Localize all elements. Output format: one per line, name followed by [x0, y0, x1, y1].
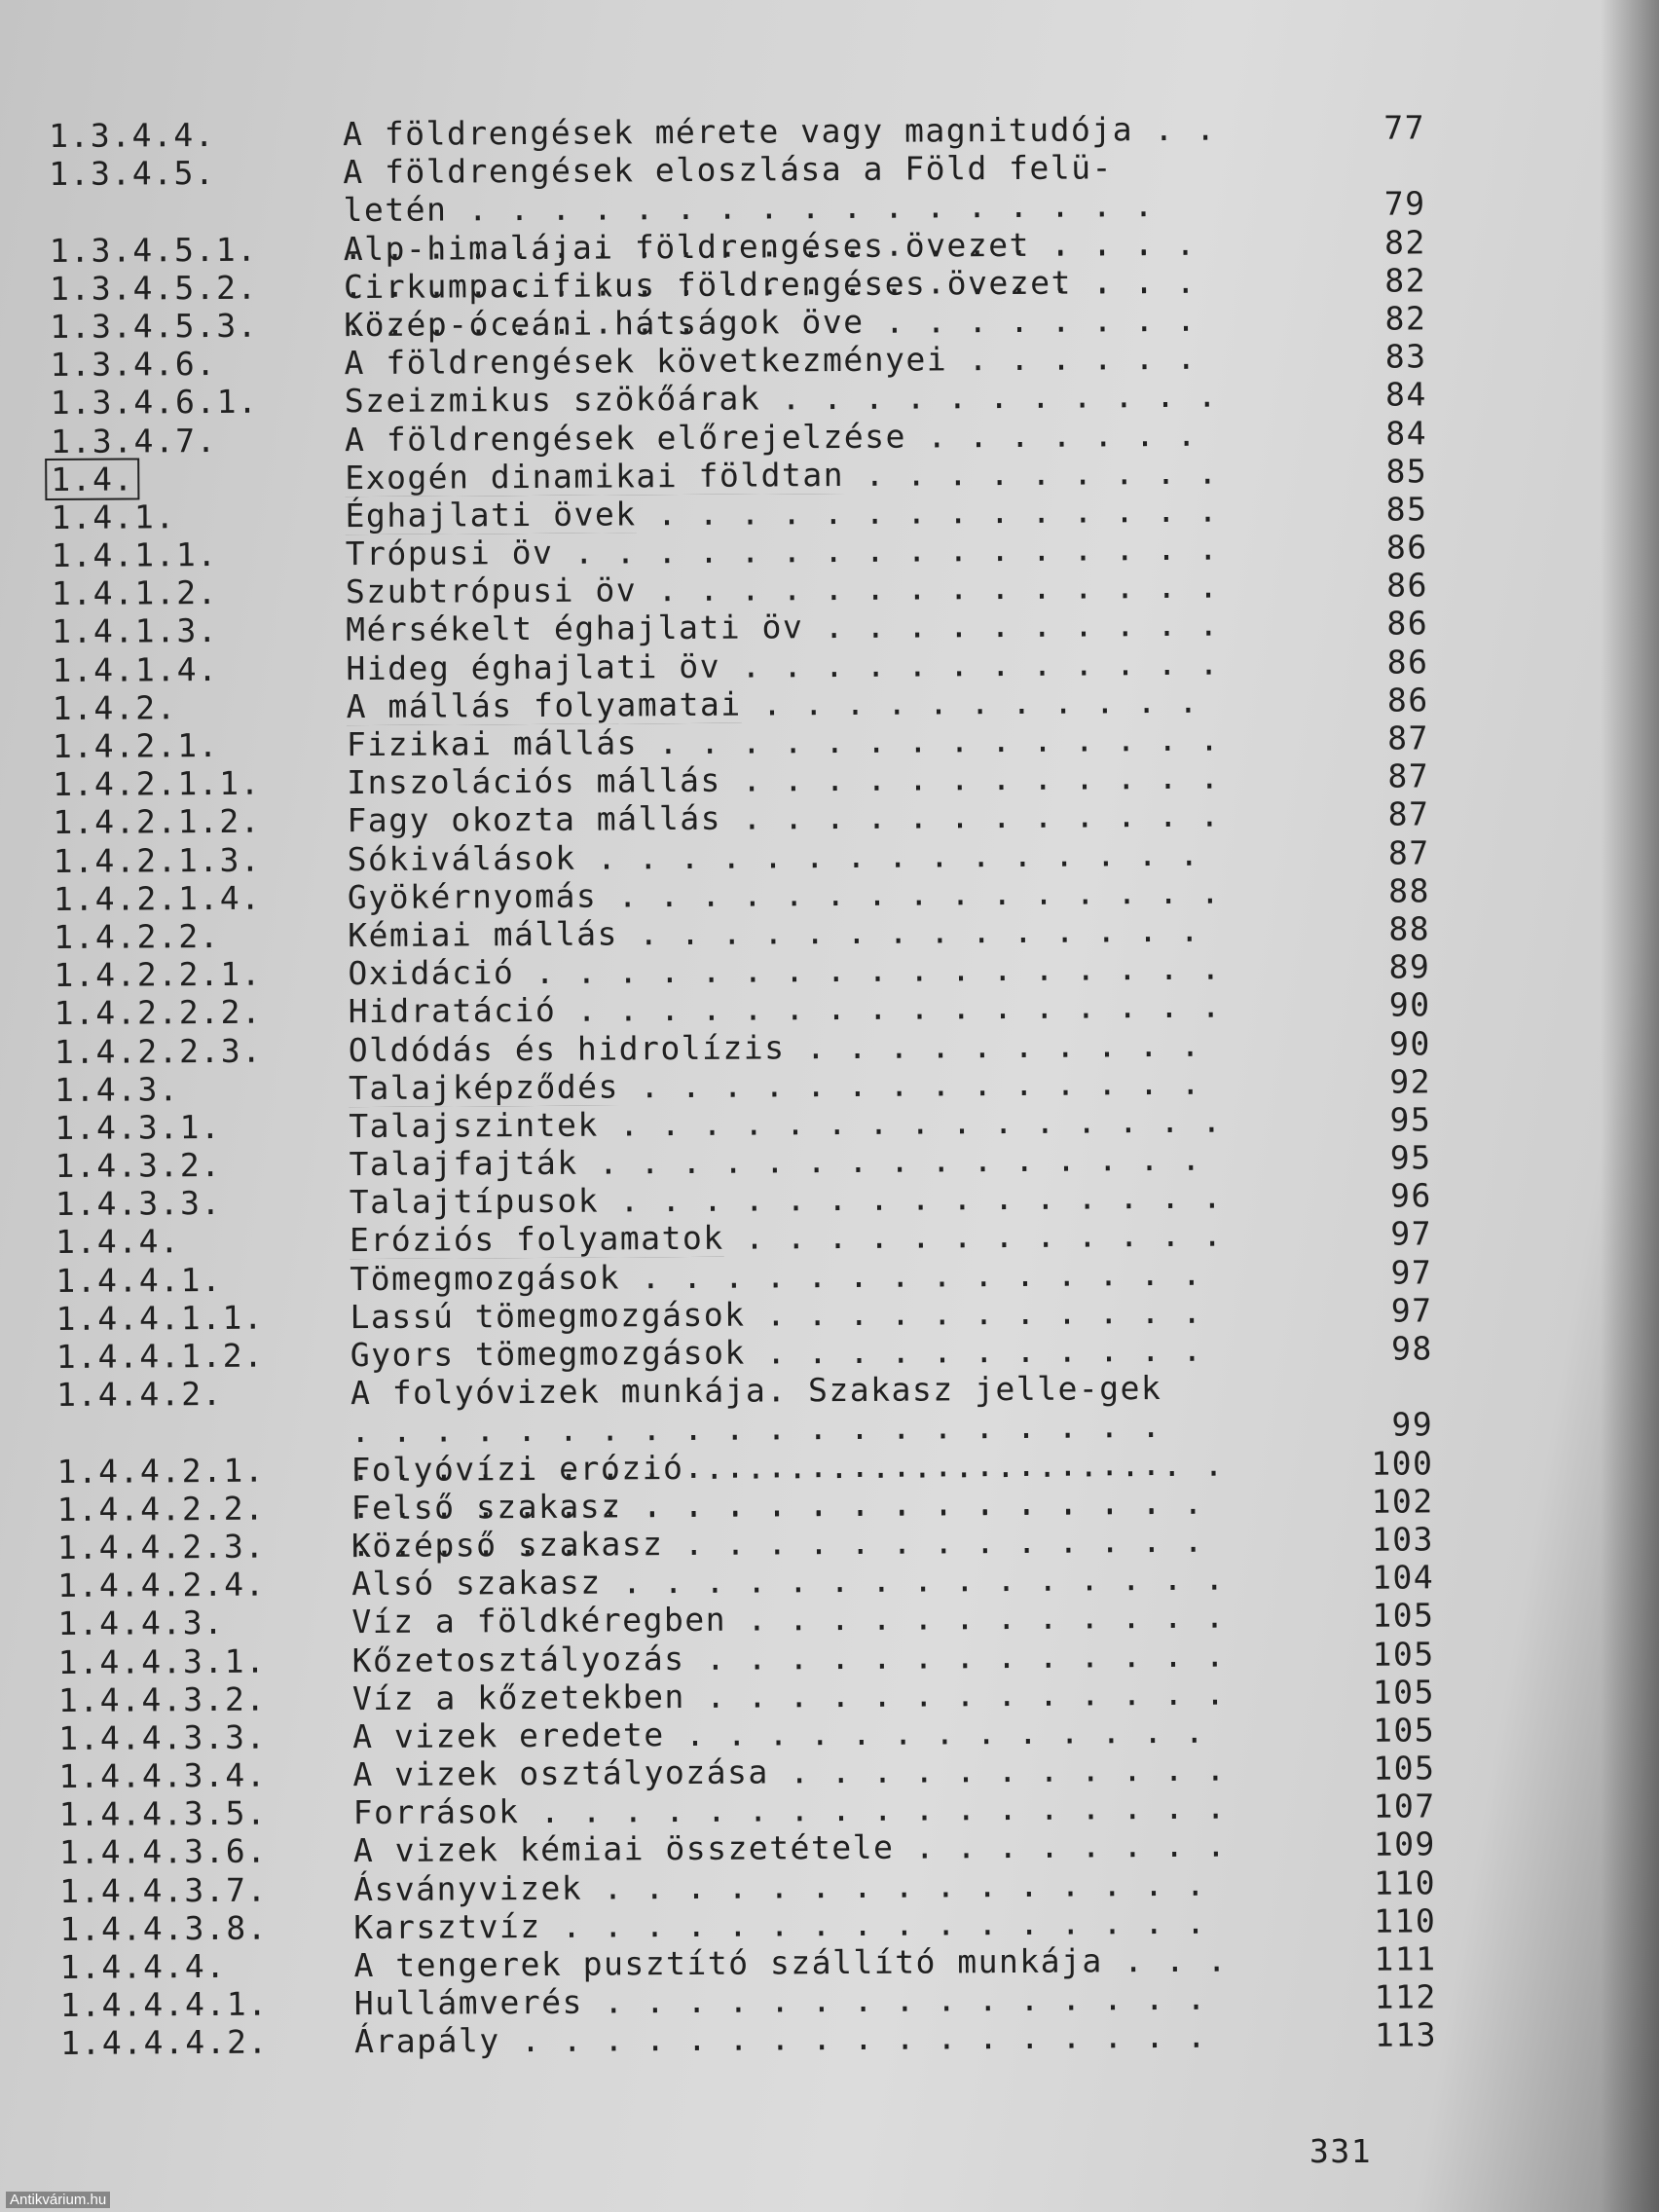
- toc-entry-title: [353, 1941, 1225, 1984]
- toc-entry-title: [353, 1864, 1225, 1907]
- toc-entry-number-text: 1.4.2.2.1.: [54, 954, 263, 995]
- leader-dots: [1103, 1941, 1226, 1980]
- toc-entry-number: [52, 650, 218, 689]
- leader-dots: [541, 1902, 1226, 1944]
- toc-entry-page: 109: [1373, 1825, 1436, 1864]
- toc-entry-number: [55, 1070, 179, 1109]
- toc-entry-number: [59, 1832, 268, 1871]
- toc-entry-number-text: 1.3.4.6.1.: [50, 383, 259, 423]
- toc-entry-page: 97: [1390, 1291, 1433, 1330]
- toc-entry-title-text: Karsztvíz: [353, 1906, 541, 1946]
- toc-entry-title-text: Árapály: [353, 2021, 500, 2061]
- toc-entry-title-text: Szubtrópusi öv: [345, 571, 638, 611]
- toc-entry-number: [56, 1451, 265, 1490]
- toc-entry-number: [59, 1870, 268, 1909]
- toc-entry-number: [54, 955, 262, 994]
- toc-entry-title-text: Víz a kőzetekben: [351, 1677, 685, 1717]
- toc-entry-title: [345, 377, 1216, 420]
- toc-entry-title: [349, 1025, 1220, 1068]
- toc-entry-page: 85: [1385, 452, 1428, 491]
- watermark: Antikvárium.hu: [6, 2192, 110, 2208]
- toc-entry-number: [55, 1223, 180, 1262]
- toc-entry-number: [49, 154, 215, 193]
- leader-dots: [906, 415, 1216, 455]
- toc-entry-title: [353, 1902, 1225, 1945]
- toc-entry-title: [350, 1254, 1221, 1297]
- toc-entry-title-text: Talajképződés: [348, 1067, 619, 1107]
- leader-dots: [576, 834, 1219, 876]
- toc-entry-number: [59, 1794, 268, 1833]
- toc-entry-number-text: 1.4.3.: [54, 1069, 180, 1109]
- toc-entry-number-text: 1.4.: [45, 458, 140, 500]
- toc-entry-number: [57, 1604, 224, 1642]
- toc-entry-title: [344, 339, 1215, 382]
- toc-entry-title-text: A vizek osztályozása: [352, 1752, 769, 1794]
- toc-entry-number-text: 1.4.4.3.3.: [58, 1717, 267, 1757]
- toc-entry-number-text: 1.4.4.2.2.: [56, 1489, 266, 1529]
- toc-entry-number-text: 1.4.1.3.: [52, 611, 219, 651]
- leader-dots: [726, 1598, 1224, 1639]
- toc-entry-page: 87: [1387, 794, 1430, 834]
- toc-entry-number-text: 1.3.4.5.2.: [49, 268, 258, 308]
- toc-entry-number-text: 1.4.4.3.1.: [57, 1641, 267, 1681]
- toc-entry-title-text: Hullámverés: [353, 1982, 584, 2023]
- toc-entry-title-text: Gyors tömegmozgások: [350, 1333, 746, 1375]
- toc-entry-title-text: Kőzetosztályozás: [351, 1639, 685, 1679]
- leader-dots: [1030, 224, 1215, 263]
- toc-entry-title-text: Oldódás és hidrolízis: [348, 1027, 786, 1069]
- toc-entry-page: 110: [1373, 1862, 1437, 1902]
- toc-entry-title: [346, 530, 1217, 572]
- toc-entry-title-text: Szeizmikus szökőárak: [344, 379, 761, 421]
- toc-entry-number-text: 1.4.4.4.: [59, 1946, 227, 1986]
- toc-entry-number-text: 1.4.2.2.3.: [54, 1031, 263, 1071]
- leader-dots: [553, 530, 1217, 571]
- toc-entry-title-text: Ásványvizek: [353, 1868, 583, 1908]
- leader-dots: [721, 796, 1219, 837]
- toc-entry-number: [60, 2023, 269, 2062]
- toc-entry-number-text: 1.4.4.1.: [55, 1260, 223, 1300]
- leader-dots: [637, 492, 1217, 534]
- toc-entry-number: [58, 1718, 267, 1757]
- toc-entry-number-text: 1.4.4.2.3.: [56, 1527, 266, 1567]
- leader-dots: [599, 1102, 1221, 1144]
- toc-entry-page: 77: [1383, 108, 1426, 147]
- toc-entry-title-text: A vizek eredete: [352, 1715, 665, 1756]
- toc-entry-page: 88: [1388, 909, 1431, 948]
- toc-entry-number-text: 1.4.4.1.1.: [55, 1298, 265, 1338]
- toc-entry-title-text: Kémiai mállás: [348, 914, 619, 955]
- toc-entry-title-text: Lassú tömegmozgások: [350, 1295, 746, 1336]
- toc-entry-number-text: 1.4.1.: [51, 498, 176, 536]
- toc-entry-page: 82: [1384, 299, 1427, 338]
- toc-entry-title-text: Felső szakasz: [350, 1487, 622, 1527]
- toc-entry-number: [51, 383, 259, 422]
- toc-entry-number-text: 1.4.3.2.: [55, 1146, 222, 1186]
- toc-entry-page: 96: [1389, 1176, 1432, 1215]
- toc-entry-number: [54, 840, 262, 879]
- toc-entry-number: [54, 878, 262, 917]
- toc-entry-title-text: Gyökérnyomás: [347, 876, 598, 916]
- toc-entry-title: [349, 1140, 1220, 1183]
- toc-entry-title: [350, 1331, 1222, 1374]
- toc-entry-title: [347, 796, 1218, 839]
- toc-entry-title: [344, 301, 1215, 344]
- toc-entry-page: 113: [1374, 2015, 1438, 2055]
- leader-dots: [637, 568, 1217, 609]
- toc-entry-title: [347, 720, 1218, 763]
- leader-dots: [746, 1331, 1222, 1372]
- table-of-contents: [49, 108, 1438, 2063]
- toc-entry-title-text: Folyóvízi erózió: [350, 1448, 684, 1489]
- toc-entry-title-text: Fagy okozta mállás: [347, 799, 722, 840]
- toc-entry-title: [351, 1560, 1223, 1603]
- toc-entry-number-text: 1.4.2.2.2.: [54, 993, 263, 1033]
- toc-entry-number-text: 1.4.4.2.4.: [57, 1565, 267, 1605]
- leader-dots: [665, 1713, 1225, 1754]
- toc-entry-number-text: 1.4.2.1.2.: [53, 802, 262, 842]
- toc-entry-title-text: A folyóvizek munkája. Szakasz jelle-gek: [350, 1369, 1162, 1413]
- toc-entry-title-text: A földrengések előrejelzése: [344, 417, 907, 459]
- toc-entry-page: 95: [1389, 1138, 1432, 1177]
- leader-dots: [685, 1674, 1224, 1714]
- toc-entry-title-text: Alsó szakasz: [351, 1563, 602, 1604]
- toc-entry-title: [348, 949, 1219, 992]
- toc-entry-page: 82: [1383, 222, 1426, 262]
- toc-entry-page: 97: [1390, 1252, 1433, 1292]
- toc-entry-title: [346, 606, 1217, 648]
- toc-entry-title-text: Exogén dinamikai földtan: [345, 455, 845, 497]
- leader-dots: [519, 1788, 1224, 1830]
- toc-entry-page: 105: [1372, 1673, 1436, 1712]
- toc-entry-number: [51, 421, 217, 460]
- toc-entry-number: [54, 917, 220, 956]
- toc-entry-title-text: A tengerek pusztító szállító munkája: [353, 1941, 1103, 1985]
- toc-entry-title: [345, 453, 1216, 496]
- leader-dots: [785, 1025, 1219, 1066]
- leader-dots: [618, 911, 1219, 953]
- toc-entry-number: [58, 1756, 267, 1795]
- toc-entry-page: 87: [1387, 756, 1430, 795]
- toc-entry-page: 102: [1371, 1482, 1434, 1521]
- toc-entry-page: 87: [1387, 719, 1430, 757]
- toc-entry-number-text: 1.4.4.3.4.: [58, 1755, 268, 1796]
- leader-dots: [683, 1445, 1222, 1486]
- toc-entry-title: [350, 1216, 1221, 1259]
- toc-entry-title: [350, 1292, 1221, 1335]
- toc-entry-page: 88: [1388, 871, 1430, 910]
- toc-entry-page: 103: [1371, 1520, 1435, 1559]
- leader-dots: [844, 453, 1216, 493]
- toc-entry: [55, 1368, 1434, 1453]
- toc-entry-number: [53, 802, 261, 841]
- toc-entry-title-text: Oxidáció: [348, 953, 515, 993]
- toc-entry-title-text: Hideg éghajlati öv: [346, 646, 721, 687]
- leader-dots: [720, 644, 1218, 684]
- toc-entry-title: [350, 1445, 1222, 1488]
- leader-dots: [619, 1063, 1220, 1105]
- leader-dots: [514, 949, 1219, 991]
- toc-entry-page: 107: [1373, 1787, 1436, 1826]
- toc-entry-number-text: 1.3.4.5.1.: [49, 230, 258, 270]
- toc-entry-page: 110: [1374, 1901, 1437, 1940]
- toc-entry-page: 98: [1390, 1329, 1433, 1368]
- leader-dots: [599, 1178, 1221, 1220]
- toc-entry-title-text: Talajfajták: [349, 1143, 578, 1184]
- toc-entry-number: [51, 460, 140, 498]
- toc-entry-title: [346, 568, 1217, 610]
- toc-entry-title: [348, 911, 1219, 954]
- toc-entry-title: [344, 262, 1215, 305]
- toc-entry-number-text: 1.4.2.2.: [54, 916, 221, 956]
- toc-entry-page: 86: [1386, 681, 1429, 719]
- toc-entry-number-text: 1.4.2.1.: [52, 725, 220, 766]
- leader-dots: [947, 339, 1216, 379]
- toc-entry-number: [50, 307, 258, 346]
- toc-entry-title: [352, 1713, 1224, 1755]
- toc-entry-title: [352, 1751, 1224, 1793]
- toc-entry-number-text: 1.3.4.6.: [50, 345, 217, 385]
- toc-entry-page: 83: [1384, 337, 1427, 376]
- toc-entry-title-text: Középső szakasz: [350, 1525, 664, 1566]
- leader-dots: [621, 1483, 1222, 1525]
- toc-entry-page: 111: [1374, 1939, 1437, 1978]
- toc-entry-number-text: 1.4.2.: [52, 688, 178, 727]
- toc-entry-page: 105: [1372, 1596, 1435, 1636]
- toc-entry-page: 99: [1391, 1405, 1434, 1444]
- toc-entry-page: 90: [1388, 985, 1431, 1024]
- leader-dots: [583, 1979, 1226, 2021]
- page-number: 331: [1309, 2132, 1373, 2170]
- toc-entry-title-text: Eróziós folyamatok: [349, 1219, 724, 1260]
- toc-entry-number-text: 1.4.4.3.: [57, 1604, 225, 1643]
- toc-entry-number: [50, 345, 216, 384]
- leader-dots: [803, 606, 1217, 646]
- toc-entry-number-text: 1.3.4.7.: [50, 421, 218, 461]
- toc-entry-title-text: A vizek kémiai összetétele: [352, 1828, 895, 1870]
- toc-entry-number-text: 1.3.4.4.: [49, 115, 216, 155]
- toc-entry-number: [59, 1909, 268, 1948]
- toc-entry-page: 90: [1388, 1023, 1431, 1063]
- leader-dots: [597, 872, 1219, 914]
- toc-entry-page: 86: [1386, 604, 1429, 644]
- toc-entry-page: 85: [1385, 490, 1428, 529]
- toc-entry-title: [354, 1979, 1226, 2022]
- toc-entry-number: [49, 116, 215, 155]
- toc-entry-title: [349, 1102, 1220, 1145]
- toc-entry-title: [348, 872, 1219, 915]
- toc-entry-title-text: Talajtípusok: [349, 1181, 600, 1222]
- toc-entry-number-text: 1.4.2.1.4.: [53, 878, 262, 918]
- toc-entry-title-text: A mállás folyamatai: [346, 684, 742, 725]
- toc-entry-page: 84: [1384, 375, 1427, 414]
- leader-dots: [578, 1140, 1221, 1182]
- leader-dots: [602, 1560, 1224, 1602]
- toc-entry-title-text: Mérsékelt éghajlati öv: [346, 608, 804, 649]
- toc-entry-page: 95: [1389, 1100, 1432, 1139]
- toc-entry-title: [354, 2017, 1226, 2060]
- toc-entry-title-text: Sókiválások: [347, 838, 576, 878]
- toc-entry-number-text: 1.3.4.5.3.: [50, 306, 259, 346]
- toc-entry-title: [351, 1522, 1223, 1565]
- toc-entry-page: 86: [1386, 566, 1429, 605]
- leader-dots: [760, 377, 1216, 418]
- toc-entry-number-text: 1.4.4.3.8.: [59, 1908, 269, 1948]
- toc-entry-number-text: 1.4.4.: [55, 1222, 181, 1262]
- toc-entry-number-text: 1.4.3.3.: [55, 1184, 222, 1224]
- toc-entry-number: [55, 1299, 264, 1338]
- toc-entry-number: [52, 535, 218, 574]
- toc-entry-number: [55, 1146, 221, 1185]
- toc-entry-title: [351, 1483, 1223, 1526]
- leader-dots: [745, 1292, 1221, 1333]
- toc-entry-number: [57, 1489, 266, 1528]
- toc-entry-number-text: 1.4.1.2.: [51, 573, 219, 613]
- leader-dots: [1133, 110, 1214, 149]
- toc-entry-page: 87: [1387, 832, 1430, 872]
- toc-entry-number-text: 1.4.1.1.: [51, 535, 218, 575]
- toc-entry-number-text: 1.4.4.2.1.: [56, 1451, 266, 1491]
- leader-dots: [684, 1636, 1223, 1677]
- toc-entry-number: [52, 573, 218, 612]
- toc-entry-title-text: A földrengések következményei: [344, 340, 948, 383]
- leader-dots: [556, 987, 1220, 1029]
- toc-entry-number: [52, 611, 218, 650]
- toc-entry-number: [56, 1337, 265, 1376]
- toc-entry: [49, 147, 1426, 232]
- toc-entry-number-text: 1.4.1.4.: [52, 649, 219, 689]
- toc-entry-number-text: 1.4.4.3.5.: [58, 1793, 268, 1834]
- toc-entry-page: 105: [1372, 1634, 1435, 1674]
- toc-entry-title: [346, 644, 1217, 686]
- toc-entry-title-text: Alp-himalájai földrengéses övezet: [343, 225, 1031, 268]
- toc-entry-title: [352, 1674, 1224, 1716]
- toc-entry-number: [57, 1528, 266, 1567]
- toc-entry-title: [347, 758, 1218, 801]
- toc-entry-title: [351, 1598, 1223, 1641]
- toc-entry-title-text: Közép-óceáni hátságok öve: [344, 302, 865, 345]
- leader-dots: [724, 1216, 1222, 1257]
- toc-entry-number: [55, 1031, 263, 1070]
- toc-entry-number: [55, 993, 263, 1032]
- toc-entry-number: [53, 726, 219, 765]
- toc-entry-number-text: 1.4.4.2.: [55, 1375, 224, 1415]
- toc-entry-number-text: 1.4.4.4.2.: [59, 2023, 269, 2063]
- toc-entry-number: [51, 498, 175, 536]
- toc-entry-page: 84: [1385, 413, 1428, 453]
- leader-dots: [663, 1522, 1223, 1564]
- toc-entry-page: 112: [1374, 1977, 1437, 2016]
- toc-entry-title: [350, 1178, 1221, 1221]
- toc-entry-page: 105: [1373, 1749, 1436, 1788]
- toc-entry-title: [352, 1636, 1224, 1678]
- toc-entry-page: 105: [1372, 1711, 1436, 1750]
- toc-entry-page: 89: [1388, 947, 1431, 986]
- toc-entry-title-text: A földrengések eloszlása a Föld felü-letén: [343, 148, 1114, 230]
- toc-entry-title-text: A földrengések mérete vagy magnitudója: [342, 110, 1134, 154]
- toc-entry-number-text: 1.4.4.3.7.: [59, 1870, 268, 1910]
- toc-entry-number: [50, 230, 258, 269]
- toc-entry-number: [56, 1375, 223, 1414]
- toc-entry-number: [55, 1261, 222, 1300]
- toc-entry-number-text: 1.4.3.1.: [55, 1107, 222, 1147]
- leader-dots: [638, 720, 1218, 762]
- leader-dots: [769, 1751, 1225, 1791]
- toc-entry-number-text: 1.4.2.1.3.: [53, 840, 262, 880]
- leader-dots: [864, 301, 1215, 341]
- leader-dots: [742, 682, 1218, 723]
- toc-entry-number: [60, 1985, 269, 2024]
- toc-entry-number: [50, 268, 258, 307]
- toc-entry-title: [344, 224, 1215, 267]
- toc-entry-number: [58, 1641, 267, 1680]
- toc-entry-title-text: Trópusi öv: [345, 533, 554, 573]
- leader-dots: [1072, 262, 1215, 301]
- toc-entry-title-text: Cirkumpacifikus földrengéses övezet: [343, 263, 1073, 306]
- toc-entry-number-text: 1.4.2.1.1.: [53, 763, 261, 804]
- toc-entry-title-text: Források: [352, 1792, 520, 1832]
- toc-entry-page: 100: [1371, 1443, 1434, 1483]
- toc-entry-page: 92: [1389, 1062, 1432, 1101]
- toc-entry-title-text: Fizikai mállás: [346, 723, 639, 764]
- toc-entry-number: [58, 1679, 267, 1718]
- toc-entry-number: [53, 764, 261, 803]
- toc-entry-number-text: 1.4.4.3.2.: [57, 1679, 267, 1719]
- toc-entry-number: [55, 1184, 222, 1223]
- leader-dots: [721, 758, 1219, 799]
- toc-entry-page: 82: [1384, 261, 1427, 300]
- toc-entry-title: [343, 110, 1214, 153]
- toc-entry-title: [353, 1788, 1225, 1831]
- leader-dots: [582, 1864, 1225, 1906]
- toc-entry-number: [57, 1566, 266, 1604]
- leader-dots: [894, 1826, 1225, 1866]
- toc-entry-number-text: 1.4.4.4.1.: [59, 1984, 269, 2025]
- toc-entry-number: [53, 688, 177, 727]
- toc-entry-title: [349, 1063, 1220, 1106]
- toc-entry-title: [349, 987, 1220, 1030]
- toc-entry-title-text: Éghajlati övek: [345, 495, 637, 535]
- toc-entry-page: 86: [1385, 528, 1428, 567]
- toc-entry-title: [348, 834, 1219, 877]
- toc-entry-title-text: Inszolációs mállás: [347, 760, 721, 802]
- toc-entry-title: [353, 1826, 1225, 1869]
- toc-entry-page: 79: [1383, 184, 1426, 223]
- toc-entry-title-text: Tömegmozgások: [350, 1258, 621, 1298]
- toc-entry-page: 97: [1390, 1214, 1433, 1254]
- toc-entry-title: [345, 492, 1216, 535]
- toc-entry: [59, 2015, 1438, 2063]
- toc-entry-title: [347, 682, 1218, 725]
- toc-entry-title-text: Talajszintek: [349, 1105, 599, 1146]
- toc-entry-number-text: 1.4.4.3.6.: [58, 1832, 268, 1872]
- toc-entry-number: [55, 1108, 221, 1147]
- toc-entry-title: [345, 415, 1216, 458]
- toc-entry-number: [59, 1947, 226, 1986]
- toc-entry-title-text: Hidratáció: [348, 991, 557, 1031]
- leader-dots: [500, 2017, 1227, 2060]
- toc-entry-number-text: 1.4.4.1.2.: [55, 1336, 265, 1376]
- toc-entry-title-text: Víz a földkéregben: [351, 1601, 727, 1641]
- toc-entry-number-text: 1.3.4.5.: [49, 154, 216, 194]
- toc-entry-page: 104: [1371, 1558, 1435, 1597]
- leader-dots: [620, 1254, 1221, 1296]
- toc-entry-page: 86: [1386, 642, 1429, 682]
